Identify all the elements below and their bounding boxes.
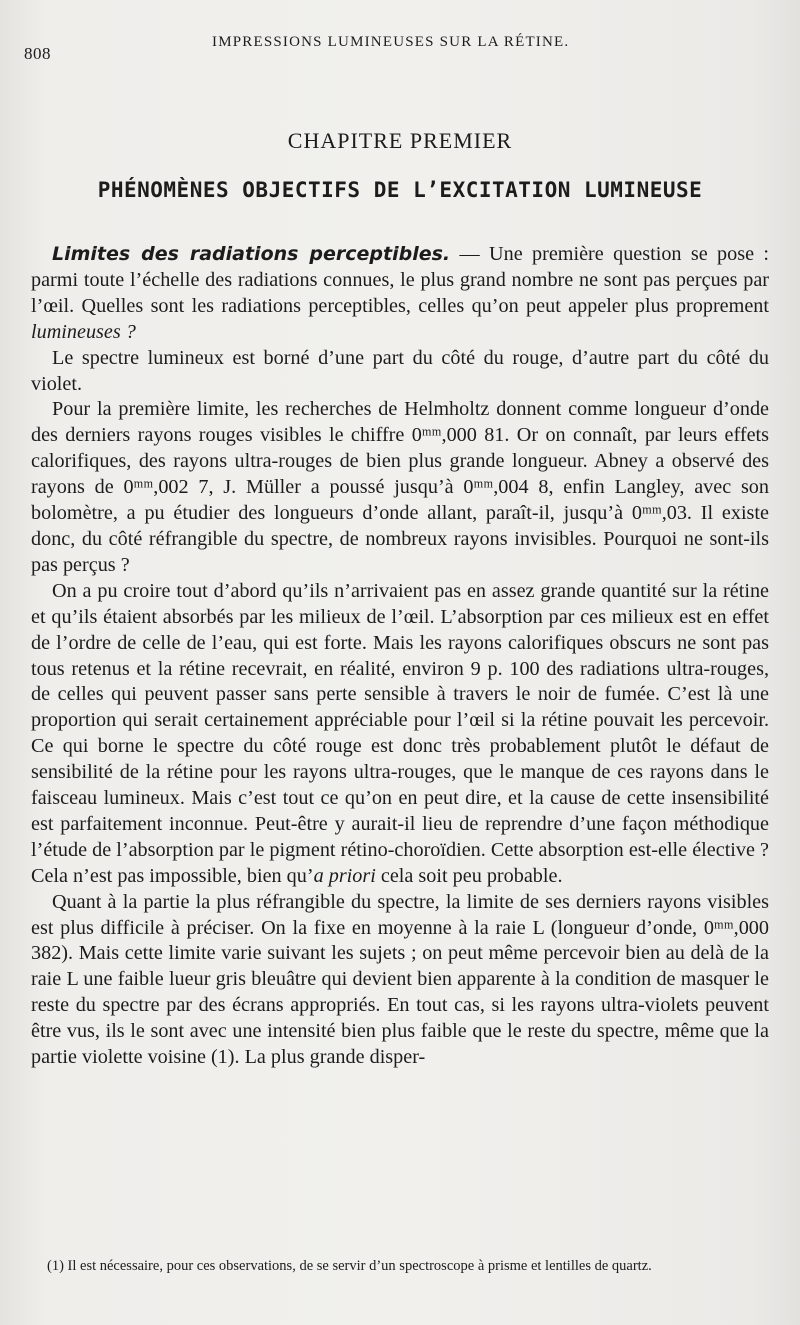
paragraph-text: — Une première question se pose : parmi toute l’échelle des radiations connues, le plus grand nombre ne sont pas perçues par l’œil. Quelles sont les radiations perceptibles, celles qu’on peut appeler plus proprement bbox=[31, 243, 770, 317]
section-title: PHÉNOMÈNES OBJECTIFS DE L’EXCITATION LUMINEUSE bbox=[97, 178, 703, 202]
paragraph-italic: lumineuses ? bbox=[31, 320, 136, 343]
paragraph-text-end: cela soit peu probable. bbox=[375, 864, 563, 887]
paragraph-1 bbox=[31, 242, 769, 346]
page-header bbox=[22, 32, 778, 62]
page-number: 808 bbox=[24, 44, 51, 63]
paragraph-italic: a priori bbox=[313, 864, 376, 887]
running-head: IMPRESSIONS LUMINEUSES SUR LA RÉTINE. bbox=[212, 34, 570, 50]
footnote: (1) Il est nécessaire, pour ces observations, de se servir d’un spectroscope à prisme et lentilles de quartz. bbox=[47, 1258, 652, 1274]
paragraph-3: Pour la première limite, les recherches de Helmholtz donnent comme longueur d’onde des derniers rayons rouges visibles le chiffre 0ᵐᵐ,000 81. Or on connaît, par leurs effets calorifiques, des rayons ultra-rouges de bien plus grande longueur. Abney a observé des rayons de 0ᵐᵐ,002 7, J. Müller a poussé jusqu’à 0ᵐᵐ,004 8, enfin Langley, avec son bolomètre, a pu étudier des longueurs d’onde allant, paraît-il, jusqu’à 0ᵐᵐ,03. Il existe donc, du côté réfrangible du spectre, de nombreux rayons invisibles. Pourquoi ne sont-ils pas perçus ? bbox=[31, 398, 769, 576]
body-text bbox=[31, 242, 769, 1071]
paragraph-text: On a pu croire tout d’abord qu’ils n’arrivaient pas en assez grande quantité sur la rétine et qu’ils étaient absorbés par les milieux de l’œil. L’absorption par ces milieux est en effet de l’ordre de celle de l’eau, qui est forte. Mais les rayons calorifiques obscurs ne sont pas tous retenus et la rétine recevrait, en réalité, environ 9 p. 100 des radiations ultra-rouges, de celles qui peuvent passer sans perte sensible à travers le noir de fumée. C’est là une proportion qui serait certainement appréciable pour l’œil si la rétine pouvait les percevoir. Ce qui borne le spectre du côté rouge est donc très probablement plutôt le défaut de sensibilité de la rétine pour les rayons ultra-rouges, que le manque de ces rayons dans le faisceau lumineux. Mais c’est tout ce qu’on en peut dire, et la cause de cette insensibilité est parfaitement inconnue. Peut-être y aurait-il lieu de reprendre d’une façon méthodique l’étude de l’absorption par le pigment rétino-choroïdien. Cette absorption est-elle élective ? Cela n’est pas impossible, bien qu’ bbox=[31, 579, 769, 887]
paragraph-2: Le spectre lumineux est borné d’une part du côté du rouge, d’autre part du côté du violet. bbox=[31, 346, 769, 395]
paragraph-5: Quant à la partie la plus réfrangible du spectre, la limite de ses derniers rayons visibles est plus difficile à préciser. On la fixe en moyenne à la raie L (longueur d’onde, 0ᵐᵐ,000 382). Mais cette limite varie suivant les sujets ; on peut même percevoir bien au delà de la raie L une faible lueur gris bleuâtre qui devient bien apparente à la condition de masquer le reste du spectre par des écrans appropriés. En tout cas, si les rayons ultra-violets peuvent être vus, ils le sont avec une intensité bien plus faible que le reste du spectre, même que la partie violette voisine (1). La plus grande disper- bbox=[31, 890, 769, 1069]
paragraph-4 bbox=[31, 579, 769, 890]
chapter-heading: CHAPITRE PREMIER bbox=[287, 128, 513, 153]
paragraph-lead: Limites des radiations perceptibles. bbox=[52, 243, 451, 265]
